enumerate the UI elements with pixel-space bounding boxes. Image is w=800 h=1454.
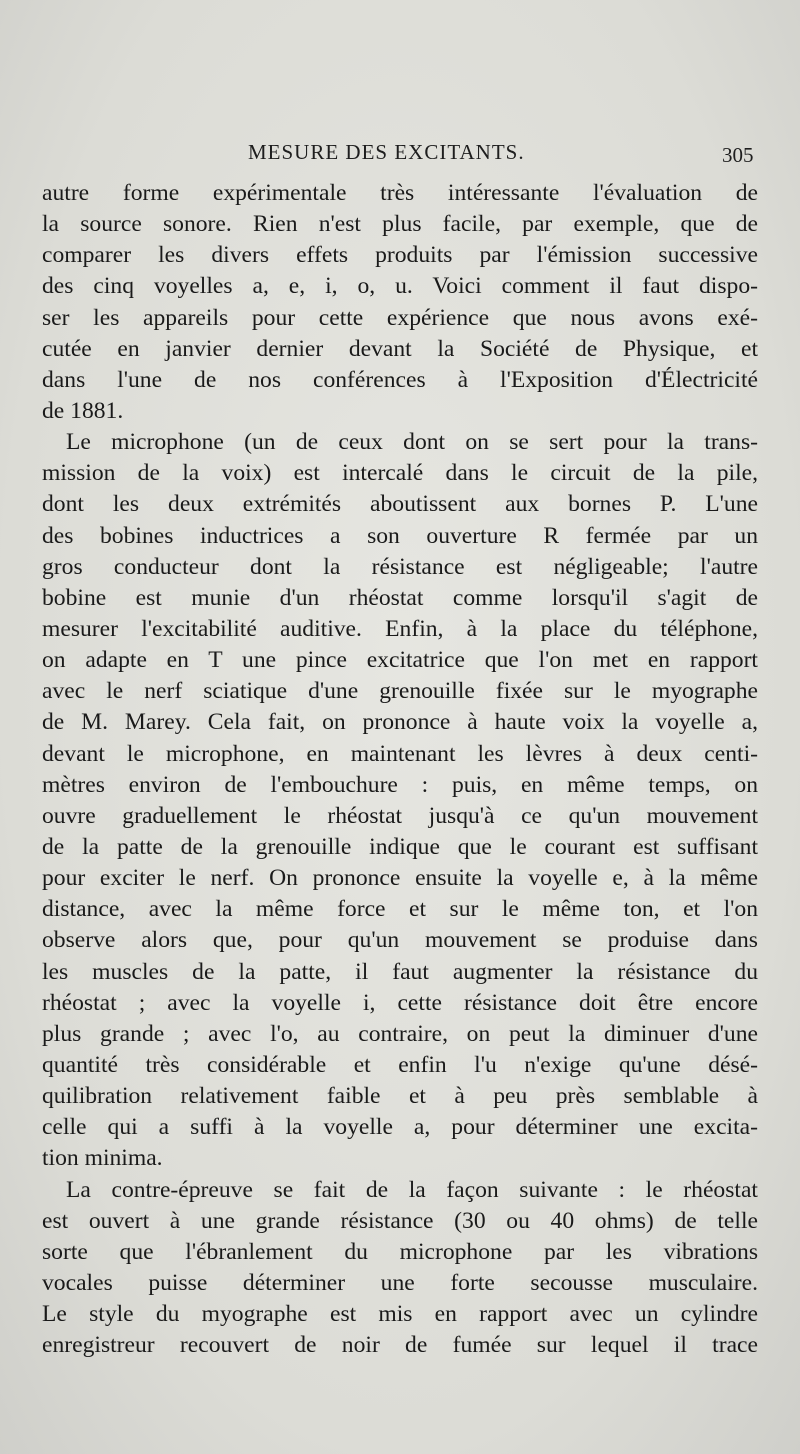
text-line: mission de la voix) est intercalé dans le circuit de la pile, xyxy=(42,460,758,487)
text-line: plus grande ; avec l'o, au contraire, on peut la diminuer d'une xyxy=(42,1020,758,1047)
page-header xyxy=(0,140,800,170)
text-line: celle qui a suffi à la voyelle a, pour déterminer une excita- xyxy=(42,1114,758,1141)
text-line: de 1881. xyxy=(42,397,124,424)
text-line: gros conducteur dont la résistance est négligeable; l'autre xyxy=(42,553,758,580)
text-line: dont les deux extrémités aboutissent aux bornes P. L'une xyxy=(42,491,758,518)
text-line: la source sonore. Rien n'est plus facile, par exemple, que de xyxy=(42,211,758,238)
text-line: distance, avec la même force et sur le même ton, et l'on xyxy=(42,896,758,923)
text-line: Le style du myographe est mis en rapport avec un cylindre xyxy=(42,1301,758,1328)
text-line: mesurer l'excitabilité auditive. Enfin, à la place du téléphone, xyxy=(42,615,758,642)
text-line: bobine est munie d'un rhéostat comme lorsqu'il s'agit de xyxy=(42,584,758,611)
text-line: de M. Marey. Cela fait, on prononce à haute voix la voyelle a, xyxy=(42,709,758,736)
text-line: enregistreur recouvert de noir de fumée sur lequel il trace xyxy=(42,1332,758,1359)
page-number: 305 xyxy=(722,143,754,167)
running-title: MESURE DES EXCITANTS. xyxy=(248,140,525,164)
text-line: rhéostat ; avec la voyelle i, cette résistance doit être encore xyxy=(42,989,758,1016)
text-line: ouvre graduellement le rhéostat jusqu'à ce qu'un mouvement xyxy=(42,802,758,829)
text-line: sorte que l'ébranlement du microphone par les vibrations xyxy=(42,1238,758,1265)
body-text xyxy=(42,178,758,1361)
text-line: des cinq voyelles a, e, i, o, u. Voici comment il faut dispo- xyxy=(42,273,758,300)
text-line: de la patte de la grenouille indique que le courant est suffisant xyxy=(42,833,758,860)
text-line: les muscles de la patte, il faut augmenter la résistance du xyxy=(42,958,758,985)
text-line: on adapte en T une pince excitatrice que l'on met en rapport xyxy=(42,647,758,674)
text-line: dans l'une de nos conférences à l'Exposition d'Électricité xyxy=(42,366,758,393)
text-line: cutée en janvier dernier devant la Société de Physique, et xyxy=(42,335,758,362)
text-line: ser les appareils pour cette expérience que nous avons exé- xyxy=(42,304,758,331)
text-line: est ouvert à une grande résistance (30 ou 40 ohms) de telle xyxy=(42,1207,758,1234)
text-line: quantité très considérable et enfin l'u n'exige qu'une désé- xyxy=(42,1051,758,1078)
text-line: vocales puisse déterminer une forte secousse musculaire. xyxy=(42,1269,758,1296)
text-line: quilibration relativement faible et à peu près semblable à xyxy=(42,1083,758,1110)
text-line: La contre-épreuve se fait de la façon suivante : le rhéostat xyxy=(66,1176,758,1203)
text-line: Le microphone (un de ceux dont on se sert pour la trans- xyxy=(66,429,758,456)
text-line: observe alors que, pour qu'un mouvement se produise dans xyxy=(42,927,758,954)
text-line: tion minima. xyxy=(42,1145,163,1172)
text-line: comparer les divers effets produits par l'émission successive xyxy=(42,242,758,269)
text-line: pour exciter le nerf. On prononce ensuite la voyelle e, à la même xyxy=(42,865,758,892)
text-line: autre forme expérimentale très intéressante l'évaluation de xyxy=(42,180,758,206)
text-line: des bobines inductrices a son ouverture R fermée par un xyxy=(42,522,758,549)
text-line: mètres environ de l'embouchure : puis, en même temps, on xyxy=(42,771,758,798)
text-line: devant le microphone, en maintenant les lèvres à deux centi- xyxy=(42,740,758,767)
text-line: avec le nerf sciatique d'une grenouille fixée sur le myographe xyxy=(42,678,758,705)
